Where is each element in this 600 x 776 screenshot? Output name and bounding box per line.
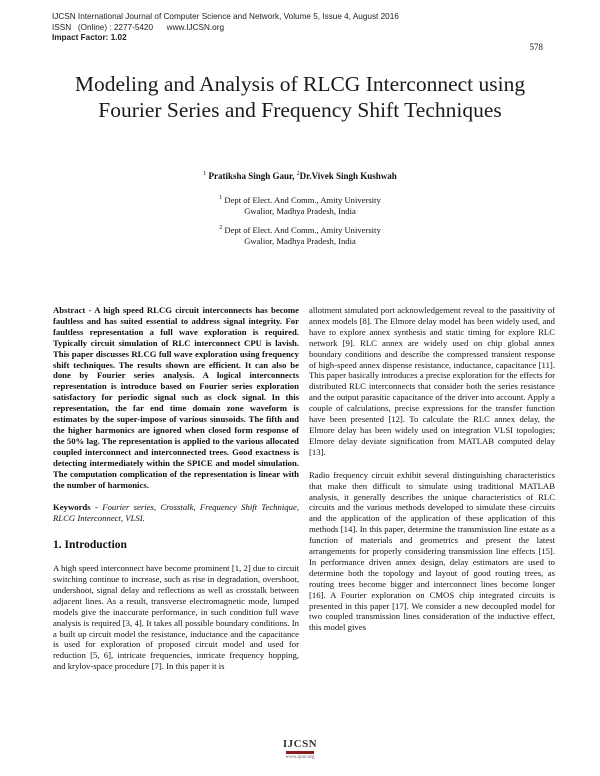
right-paragraph-2: Radio frequency circuit exhibit several distinguishing characteristics that make then difficult to simulate using traditional MATLAB analysis, it generally describes the unique characteristics of RLC circuits and the various methods developed to simulate these circuits and the application of the application of these application of this methods [14]. In this paper, determine the transmission line estate as a function of materials and geometrics and present the latest arrangements for properly considering transmission line effects [15]. In performance driven annex design, delay estimators are used to determine both the topology and layout of good routing trees, as routing trees become bigger and interconnect lines become longer [16]. A Fourier exploration on CMOS chip integrated circuits is presented in this paper [17]. We consider a new decoupled model for two coupled transmission lines consideration of the inductive effect, this model gives (309, 469, 555, 633)
authors (50, 171, 550, 181)
aff1-mark: 1 (219, 195, 223, 201)
page-number: 578 (529, 42, 543, 52)
intro-heading: 1. Introduction (53, 539, 127, 552)
aff1-line1: Dept of Elect. And Comm., Amity University (222, 194, 381, 205)
impact-factor: Impact Factor: 1.02 (52, 33, 127, 42)
author2-name: Dr.Vivek Singh Kushwah (299, 171, 397, 181)
author1-mark: 1 (203, 171, 207, 177)
keywords (53, 502, 299, 524)
affiliation-2 (50, 223, 550, 247)
issn-line: ISSN (Online) : 2277-5420 www.IJCSN.org (52, 22, 225, 32)
keywords-text: Fourier series, Crosstalk, Frequency Shift Technique, RLCG Interconnect, VLSI. (53, 502, 299, 524)
journal-line: IJCSN International Journal of Computer Science and Network, Volume 5, Issue 4, August 2016 (52, 12, 399, 21)
author2-mark: 2 (296, 171, 300, 177)
logo-text: IJCSN (282, 738, 318, 750)
paper-title: Modeling and Analysis of RLCG Interconnect using Fourier Series and Frequency Shift Techniques (74, 72, 526, 122)
aff2-line2: Gwalior, Madhya Pradesh, India (244, 235, 356, 246)
author1-name: Pratiksha Singh Gaur, (206, 171, 297, 181)
logo-bar (286, 751, 314, 754)
affiliation-1 (50, 193, 550, 217)
aff1-line2: Gwalior, Madhya Pradesh, India (244, 205, 356, 216)
right-column (309, 305, 555, 633)
journal-header (52, 12, 399, 44)
intro-paragraph: A high speed interconnect have become prominent [1, 2] due to circuit switching continue to increase, such as rise in degradation, overshoot, undershoot, signal delay and reflections as well as crosstalk between adjacent lines. As a result, transverse electromagnetic mode, lumped models give the inaccurate performance, in such condition full wave analysis is required [3, 4]. It takes all possible boundary conditions. In a built up circuit model the resistance, inductance and the capacitance is used for exploration of proposed circuit model and used for reduction [5, 6], intricate frequencies, intricate frequency hopping, and krylov-space procedure [7]. In this paper it is (53, 563, 299, 672)
aff2-mark: 2 (219, 225, 223, 231)
logo-subtext: www.ijcsn.org (285, 755, 315, 760)
keywords-label: Keywords - (53, 502, 98, 513)
aff2-line1: Dept of Elect. And Comm., Amity University (222, 224, 381, 235)
footer-logo (278, 738, 322, 760)
left-column (53, 305, 299, 672)
abstract: Abstract - A high speed RLCG circuit interconnects has become faultless and has suited essential to address signal integrity. For faultless representation a full wave exploration is required. Typically circuit simulation of RLC interconnect CPU is lavish. This paper discusses RLCG full wave exploration using frequency shift techniques. The results shown are efficient. It can also be done by Fourier series analysis. A logical interconnects representation is introduce based on Fourier series exploration satisfactory for periodic signal such as clock signal. In this representation, the far end time domain zone waveform is estimates by the super-impose of various sinusoids. The fifth and the higher harmonics are ignored when closed form response of the 50% lag. The representation is applied to the various allocated coupled interconnect and interconnected trees. Good exactness is detecting intermediately within the SPICE and model simulation. The computation complication of the representation is linear with the number of harmonics. (53, 305, 299, 490)
right-paragraph-1: allotment simulated port acknowledgement reveal to the passitivity of annex models [8]. The Elmore delay model has been widely used, and have to explore annex synthesis and static timing for explore RLC network [9]. RLC annex are widely used on chip global annex boundary conditions and describe the compressed transient response of high-speed annex dispense resistance, inductance, capacitance [11]. This paper basically introduces a precise exploration for the effects for distributed RLC interconnects that consider both the series resistance and the output parasitic capacitance of the driver into account. Apply a couple of calculations, precise expressions for the transfer function have been presented [12]. To calculate the RLC annex delay, the Elmore delay has been widely used on integration VLSI topologies; Elmore delay deviate signification from MATLAB computed delay [13]. (309, 305, 555, 457)
